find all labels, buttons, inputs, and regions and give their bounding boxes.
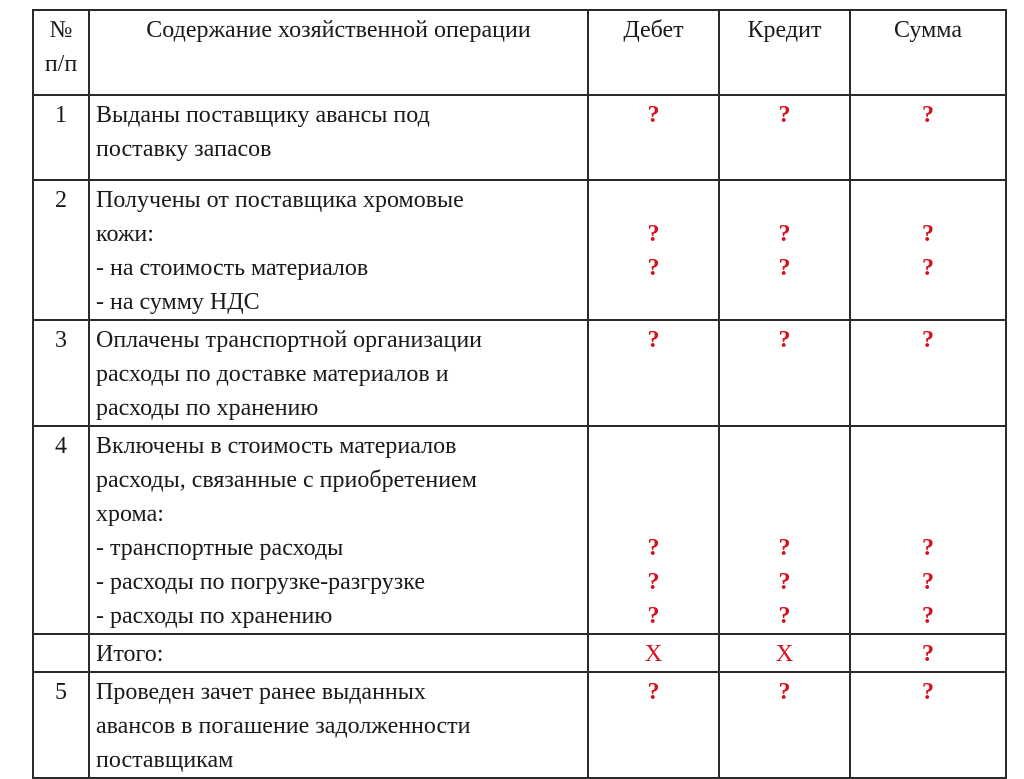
credit-mark: ? [778, 221, 791, 247]
row-description [89, 180, 588, 320]
description-line: - транспортные расходы [96, 535, 344, 561]
row-credit [719, 95, 850, 180]
credit-mark: ? [778, 603, 791, 629]
header-description: Содержание хозяйственной операции [89, 10, 588, 95]
row-description [89, 320, 588, 426]
credit-mark: X [775, 641, 794, 667]
sum-mark: ? [922, 641, 934, 667]
header-sum: Сумма [850, 10, 1006, 95]
description-line: Включены в стоимость материалов [96, 433, 457, 459]
credit-mark: ? [778, 327, 791, 353]
description-line: поставщикам [96, 747, 234, 773]
row-sum [850, 95, 1006, 180]
table-row [33, 180, 1006, 320]
row-credit [719, 320, 850, 426]
row-sum [850, 180, 1006, 320]
row-sum [850, 634, 1006, 672]
table-body [33, 95, 1006, 778]
row-credit [719, 180, 850, 320]
row-number: 1 [33, 95, 89, 180]
debit-mark: ? [647, 679, 660, 705]
description-line: - расходы по хранению [96, 603, 333, 629]
row-credit [719, 426, 850, 634]
table-row [33, 95, 1006, 180]
row-description [89, 95, 588, 180]
sum-mark: ? [922, 603, 934, 629]
row-debit [588, 180, 719, 320]
debit-mark: X [644, 641, 663, 667]
description-line: хрома: [96, 501, 164, 527]
debit-mark: ? [647, 569, 660, 595]
row-debit [588, 634, 719, 672]
sum-mark: ? [922, 569, 934, 595]
row-debit [588, 672, 719, 778]
credit-mark: ? [778, 102, 791, 128]
table-row [33, 426, 1006, 634]
sum-mark: ? [922, 535, 934, 561]
description-line: Итого: [96, 641, 164, 667]
description-line: кожи: [96, 221, 154, 247]
debit-mark: ? [647, 603, 660, 629]
description-line: - на сумму НДС [96, 289, 260, 315]
description-line: расходы по доставке материалов и [96, 361, 449, 387]
description-line: Оплачены транспортной организации [96, 327, 483, 353]
debit-mark: ? [647, 327, 660, 353]
description-line: Получены от поставщика хромовые [96, 187, 464, 213]
description-line: поставку запасов [96, 136, 272, 162]
row-credit [719, 634, 850, 672]
table-row [33, 634, 1006, 672]
description-line: - расходы по погрузке-разгрузке [96, 569, 425, 595]
debit-mark: ? [647, 535, 660, 561]
debit-mark: ? [647, 221, 660, 247]
description-line: авансов в погашение задолженности [96, 713, 471, 739]
sum-mark: ? [922, 102, 934, 128]
sum-mark: ? [922, 679, 934, 705]
table-row [33, 320, 1006, 426]
header-debit: Дебет [588, 10, 719, 95]
header-number [33, 10, 89, 95]
header-row [33, 10, 1006, 95]
row-sum [850, 320, 1006, 426]
header-number-symbol: № [49, 17, 73, 43]
credit-mark: ? [778, 569, 791, 595]
operations-table [32, 9, 1007, 779]
row-description [89, 672, 588, 778]
row-number: 3 [33, 320, 89, 426]
debit-mark: ? [647, 102, 660, 128]
debit-mark: ? [647, 255, 660, 281]
sum-mark: ? [922, 221, 934, 247]
credit-mark: ? [778, 679, 791, 705]
sum-mark: ? [922, 255, 934, 281]
credit-mark: ? [778, 535, 791, 561]
row-number: 4 [33, 426, 89, 634]
row-number: 2 [33, 180, 89, 320]
row-debit [588, 95, 719, 180]
description-line: - на стоимость материалов [96, 255, 369, 281]
description-line: Проведен зачет ранее выданных [96, 679, 426, 705]
row-credit [719, 672, 850, 778]
row-number [33, 634, 89, 672]
row-debit [588, 320, 719, 426]
description-line: расходы по хранению [96, 395, 319, 421]
row-sum [850, 672, 1006, 778]
row-description [89, 634, 588, 672]
row-number: 5 [33, 672, 89, 778]
description-line: Выданы поставщику авансы под [96, 102, 430, 128]
row-description [89, 426, 588, 634]
sum-mark: ? [922, 327, 934, 353]
row-sum [850, 426, 1006, 634]
row-debit [588, 426, 719, 634]
credit-mark: ? [778, 255, 791, 281]
table-row [33, 672, 1006, 778]
header-number-abbr: п/п [44, 51, 78, 77]
header-credit: Кредит [719, 10, 850, 95]
description-line: расходы, связанные с приобретением [96, 467, 477, 493]
